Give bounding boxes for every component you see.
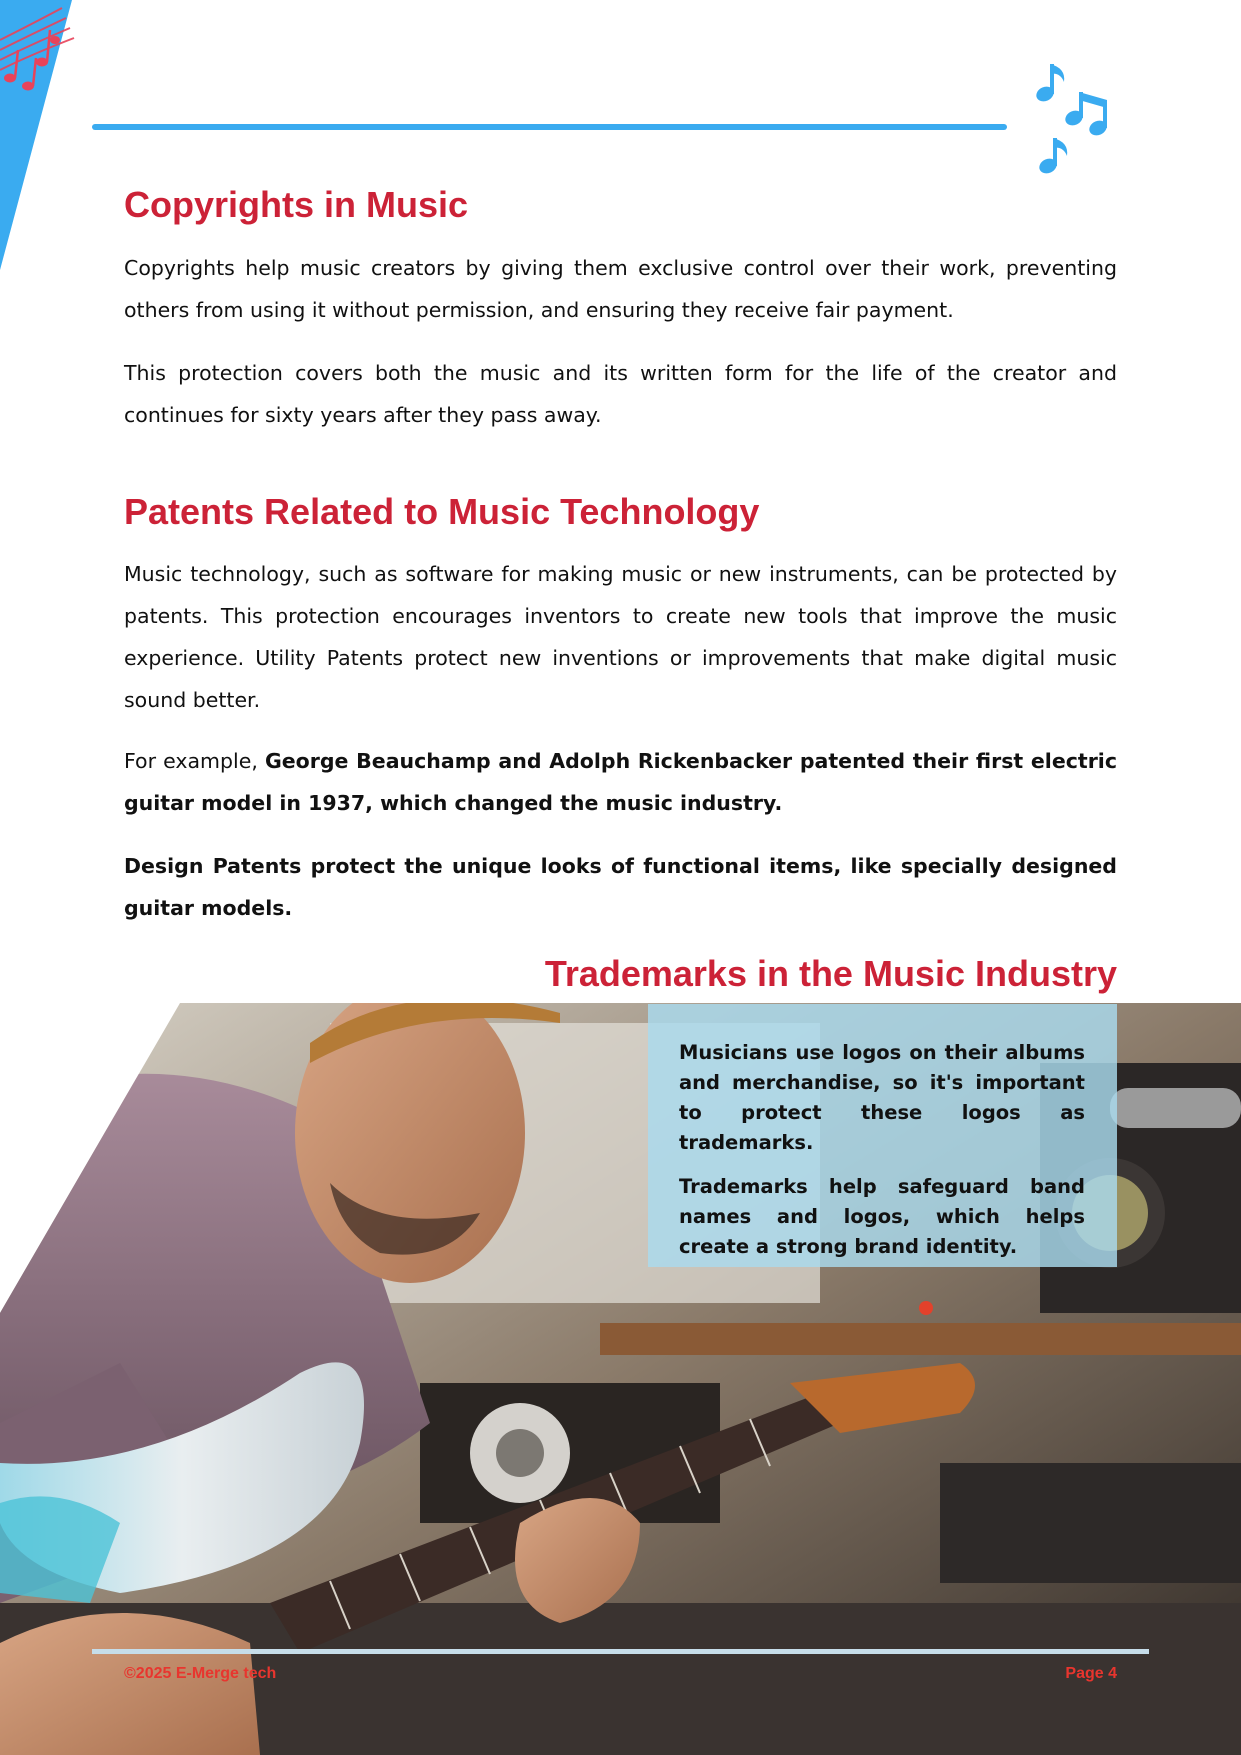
design-patents-paragraph xyxy=(124,845,1117,929)
trademarks-box-paragraph-1: Musicians use logos on their albums and merchandise, so it's important to protect these logos as trademarks. xyxy=(679,1041,1085,1154)
design-bold: Design Patents protect the unique looks of functional items, like specially designed guitar models. xyxy=(124,854,1117,920)
trademarks-box-paragraph-2: Trademarks help safeguard band names and logos, which helps create a strong brand identity. xyxy=(679,1175,1085,1258)
copyrights-paragraph-2: This protection covers both the music and its written form for the life of the creator and continues for sixty years after they pass away. xyxy=(124,361,1117,427)
footer-copyright: ©2025 E-Merge tech xyxy=(124,1665,277,1682)
patents-paragraph-1: Music technology, such as software for making music or new instruments, can be protected by patents. This protection encourages inventors to create new tools that improve the music experience. Utility Patents protect new inventions or improvements that make digital music sound better. xyxy=(124,562,1117,712)
footer-rule xyxy=(92,1649,1149,1654)
heading-patents: Patents Related to Music Technology xyxy=(124,491,760,532)
trademarks-info-box xyxy=(648,1004,1117,1267)
patents-example-paragraph xyxy=(124,740,1117,824)
music-notes-icon xyxy=(1030,58,1120,178)
footer-page-number: Page 4 xyxy=(1065,1665,1117,1682)
header-rule xyxy=(92,124,1007,130)
music-staff-decoration xyxy=(0,0,80,280)
example-bold: George Beauchamp and Adolph Rickenbacker patented their first electric guitar model in 1937, which changed the music industry. xyxy=(124,749,1117,815)
heading-trademarks: Trademarks in the Music Industry xyxy=(544,953,1117,994)
example-lead: For example, xyxy=(124,749,265,773)
heading-copyrights: Copyrights in Music xyxy=(124,184,469,225)
copyrights-paragraph-1: Copyrights help music creators by giving them exclusive control over their work, preventing others from using it without permission, and ensuring they receive fair payment. xyxy=(124,256,1117,322)
